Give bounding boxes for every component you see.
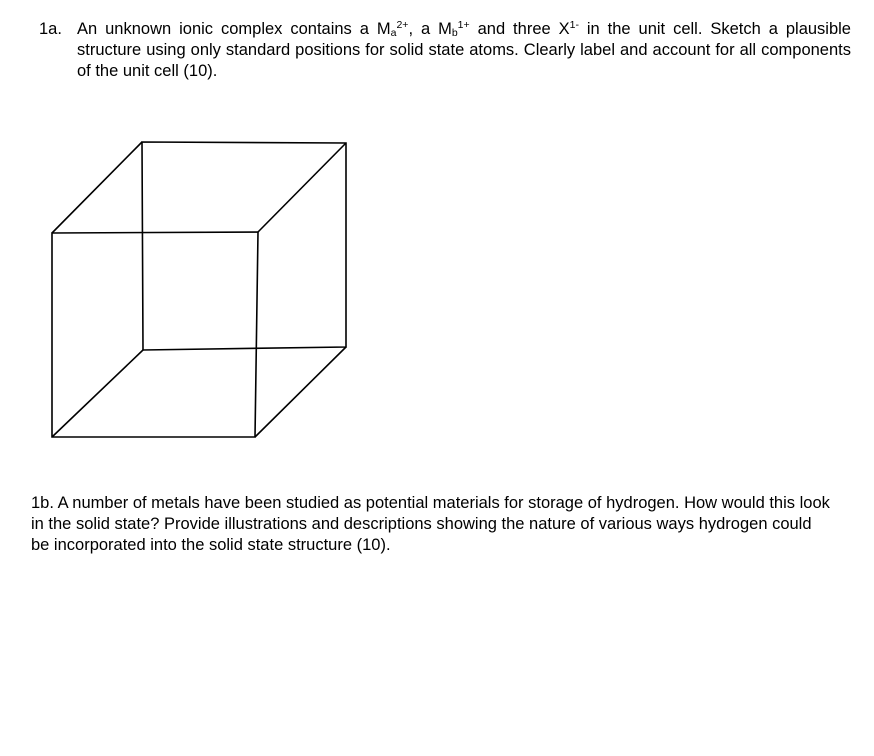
question-1a-text-part: , a M bbox=[408, 20, 452, 38]
mb-subscript: b bbox=[451, 27, 458, 39]
cube-edge-bottom-right bbox=[255, 347, 346, 437]
question-1a-number: 1a. bbox=[39, 20, 62, 38]
cube-edge-top-left bbox=[52, 142, 142, 233]
cube-edge-top-right bbox=[258, 143, 346, 232]
ma-subscript: a bbox=[390, 27, 397, 39]
question-1a-text bbox=[77, 19, 851, 82]
question-1a-text-part: in the unit cell. Sketch a plausible structure using only standard positions for solid state atoms. Clearly label and account for all components of the unit cell (10). bbox=[77, 20, 851, 80]
question-1a-body bbox=[39, 19, 851, 82]
cube-edge-bottom-left bbox=[52, 350, 143, 437]
ma-charge: 2+ bbox=[396, 19, 409, 31]
x-charge: 1- bbox=[569, 19, 579, 31]
cube-front-face bbox=[52, 232, 258, 437]
question-1a-text-part: An unknown ionic complex contains a M bbox=[77, 20, 391, 38]
question-1b-text: 1b. A number of metals have been studied as potential materials for storage of hydrogen. How would this look in the solid state? Provide illustrations and descriptions showing the nature of various ways hydrogen could be incorporated into the solid state structure (10). bbox=[31, 494, 830, 554]
unit-cell-cube-drawing bbox=[40, 132, 360, 452]
question-1a-text-part: and three X bbox=[469, 20, 570, 38]
question-1a bbox=[39, 19, 851, 82]
mb-charge: 1+ bbox=[457, 19, 470, 31]
